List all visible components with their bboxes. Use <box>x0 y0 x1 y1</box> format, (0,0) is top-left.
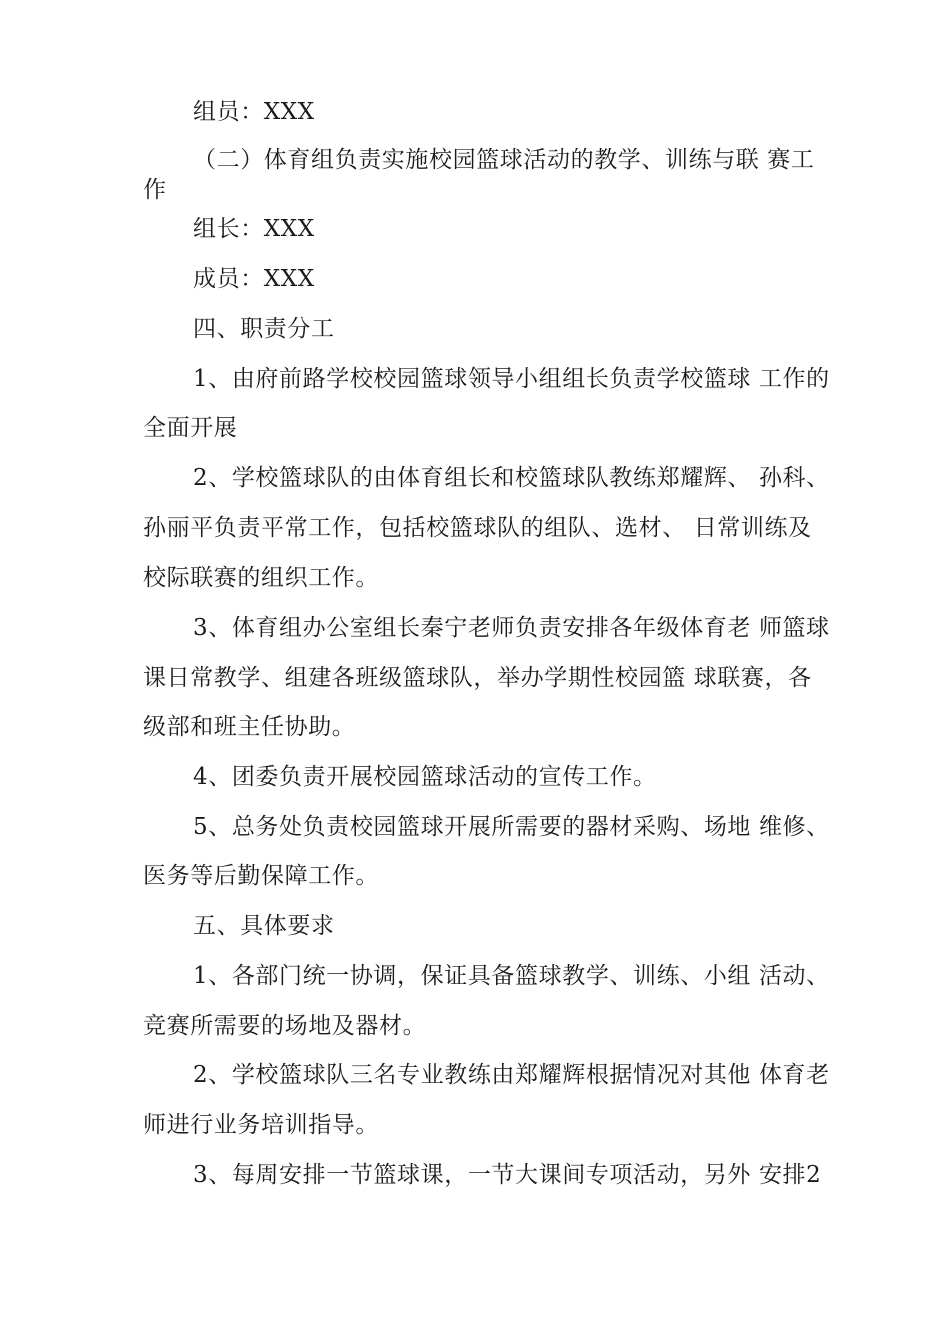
requirement-3: 3、每周安排一节篮球课，一节大课间专项活动，另外 安排2 <box>193 1162 822 1188</box>
duty-4: 4、团委负责开展校园篮球活动的宣传工作。 <box>193 764 657 790</box>
duty-3: 3、体育组办公室组长秦宁老师负责安排各年级体育老 师篮球 <box>193 615 830 641</box>
requirement-1-cont: 竞赛所需要的场地及器材。 <box>143 1013 427 1039</box>
requirement-1: 1、各部门统一协调，保证具备篮球教学、训练、小组 活动、 <box>193 963 830 989</box>
heading-requirements: 五、具体要求 <box>193 913 335 939</box>
requirement-2: 2、学校篮球队三名专业教练由郑耀辉根据情况对其他 体育老 <box>193 1062 830 1088</box>
member-line: 组员：XXX <box>193 99 315 125</box>
section-2-heading-cont: 作 <box>143 177 167 203</box>
duty-2: 2、学校篮球队的由体育组长和校篮球队教练郑耀辉、 孙科、 <box>193 465 830 491</box>
duty-3-cont-1: 课日常教学、组建各班级篮球队，举办学期性校园篮 球联赛，各 <box>143 665 812 691</box>
duty-1: 1、由府前路学校校园篮球领导小组组长负责学校篮球 工作的 <box>193 366 830 392</box>
staff-line: 成员：XXX <box>193 266 315 292</box>
heading-duties: 四、职责分工 <box>193 316 335 342</box>
leader-line: 组长：XXX <box>193 216 315 242</box>
requirement-2-cont: 师进行业务培训指导。 <box>143 1112 379 1138</box>
duty-2-cont-2: 校际联赛的组织工作。 <box>143 565 379 591</box>
duty-3-cont-2: 级部和班主任协助。 <box>143 714 356 740</box>
duty-5: 5、总务处负责校园篮球开展所需要的器材采购、场地 维修、 <box>193 814 830 840</box>
section-2-heading: （二）体育组负责实施校园篮球活动的教学、训练与联 赛工 <box>193 147 815 173</box>
duty-5-cont: 医务等后勤保障工作。 <box>143 863 379 889</box>
duty-2-cont-1: 孙丽平负责平常工作，包括校篮球队的组队、选材、 日常训练及 <box>143 515 812 541</box>
duty-1-cont: 全面开展 <box>143 415 238 441</box>
